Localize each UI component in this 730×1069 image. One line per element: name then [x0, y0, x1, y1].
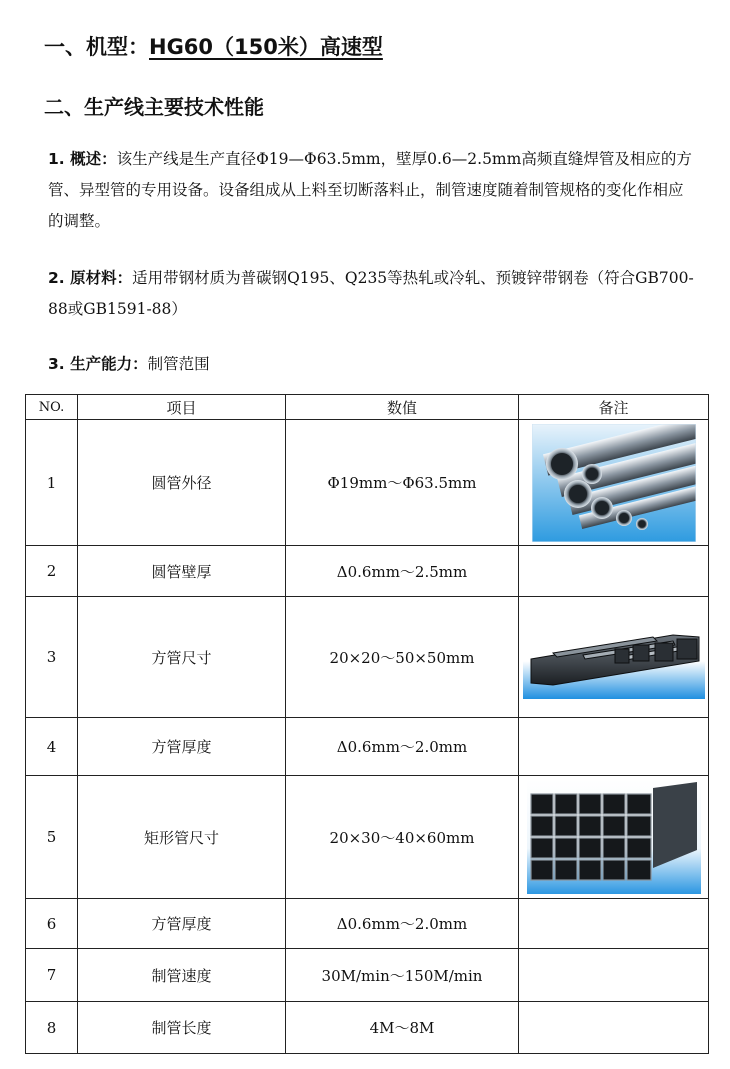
- rectangular-tubes-photo: [527, 780, 701, 894]
- row-value: Δ0.6mm～2.5mm: [286, 546, 519, 597]
- model-heading-prefix: 一、机型：: [44, 35, 149, 59]
- table-row: [26, 420, 709, 546]
- overview-text: 该生产线是生产直径Φ19—Φ63.5mm，壁厚0.6—2.5mm高频直缝焊管及相应的方管、异型管的专用设备。设备组成从上料至切断落料止，制管速度随着制管规格的变化作相应的调整。: [48, 150, 692, 230]
- row-item: 矩形管尺寸: [78, 776, 286, 899]
- row-no: 7: [26, 949, 78, 1002]
- header-item: 项目: [78, 395, 286, 420]
- material-text: 适用带钢材质为普碳钢Q195、Q235等热轧或冷轧、预镀锌带钢卷（符合GB700-88或GB1591-88）: [48, 269, 694, 318]
- header-note: 备注: [519, 395, 709, 420]
- row-value: 4M～8M: [286, 1002, 519, 1054]
- material-paragraph: [48, 263, 698, 325]
- table-header-row: [26, 395, 709, 420]
- row-item: 方管厚度: [78, 899, 286, 949]
- table-row: [26, 949, 709, 1002]
- row-value: 20×30～40×60mm: [286, 776, 519, 899]
- row-no: 8: [26, 1002, 78, 1054]
- header-value: 数值: [286, 395, 519, 420]
- spec-table: [25, 394, 709, 1054]
- row-no: 2: [26, 546, 78, 597]
- row-no: 6: [26, 899, 78, 949]
- model-name: HG60（150米）高速型: [149, 35, 383, 59]
- row-value: Δ0.6mm～2.0mm: [286, 899, 519, 949]
- overview-label: 1. 概述：: [48, 150, 117, 168]
- row-value: Δ0.6mm～2.0mm: [286, 718, 519, 776]
- row-value: Φ19mm～Φ63.5mm: [286, 420, 519, 546]
- row-note: [519, 597, 709, 718]
- row-note: [519, 776, 709, 899]
- row-note: [519, 546, 709, 597]
- table-row: [26, 1002, 709, 1054]
- row-no: 5: [26, 776, 78, 899]
- row-item: 圆管壁厚: [78, 546, 286, 597]
- material-label: 2. 原材料：: [48, 269, 133, 287]
- row-note: [519, 899, 709, 949]
- table-row: [26, 546, 709, 597]
- performance-heading: 二、生产线主要技术性能: [44, 95, 264, 119]
- table-row: [26, 776, 709, 899]
- overview-paragraph: [48, 144, 698, 237]
- table-row: [26, 899, 709, 949]
- row-note: [519, 1002, 709, 1054]
- row-value: 20×20～50×50mm: [286, 597, 519, 718]
- row-item: 制管速度: [78, 949, 286, 1002]
- row-item: 制管长度: [78, 1002, 286, 1054]
- table-row: [26, 718, 709, 776]
- row-item: 圆管外径: [78, 420, 286, 546]
- row-note: [519, 718, 709, 776]
- capacity-label: 3. 生产能力：: [48, 355, 148, 373]
- square-tubes-photo: [523, 615, 705, 699]
- row-item: 方管厚度: [78, 718, 286, 776]
- table-row: [26, 597, 709, 718]
- row-item: 方管尺寸: [78, 597, 286, 718]
- row-no: 1: [26, 420, 78, 546]
- capacity-paragraph: [48, 349, 698, 380]
- model-heading: [44, 31, 383, 61]
- row-note: [519, 949, 709, 1002]
- row-no: 4: [26, 718, 78, 776]
- capacity-text: 制管范围: [147, 355, 210, 373]
- header-no: NO.: [26, 395, 78, 420]
- row-no: 3: [26, 597, 78, 718]
- round-pipes-photo: [532, 424, 696, 542]
- row-note: [519, 420, 709, 546]
- row-value: 30M/min～150M/min: [286, 949, 519, 1002]
